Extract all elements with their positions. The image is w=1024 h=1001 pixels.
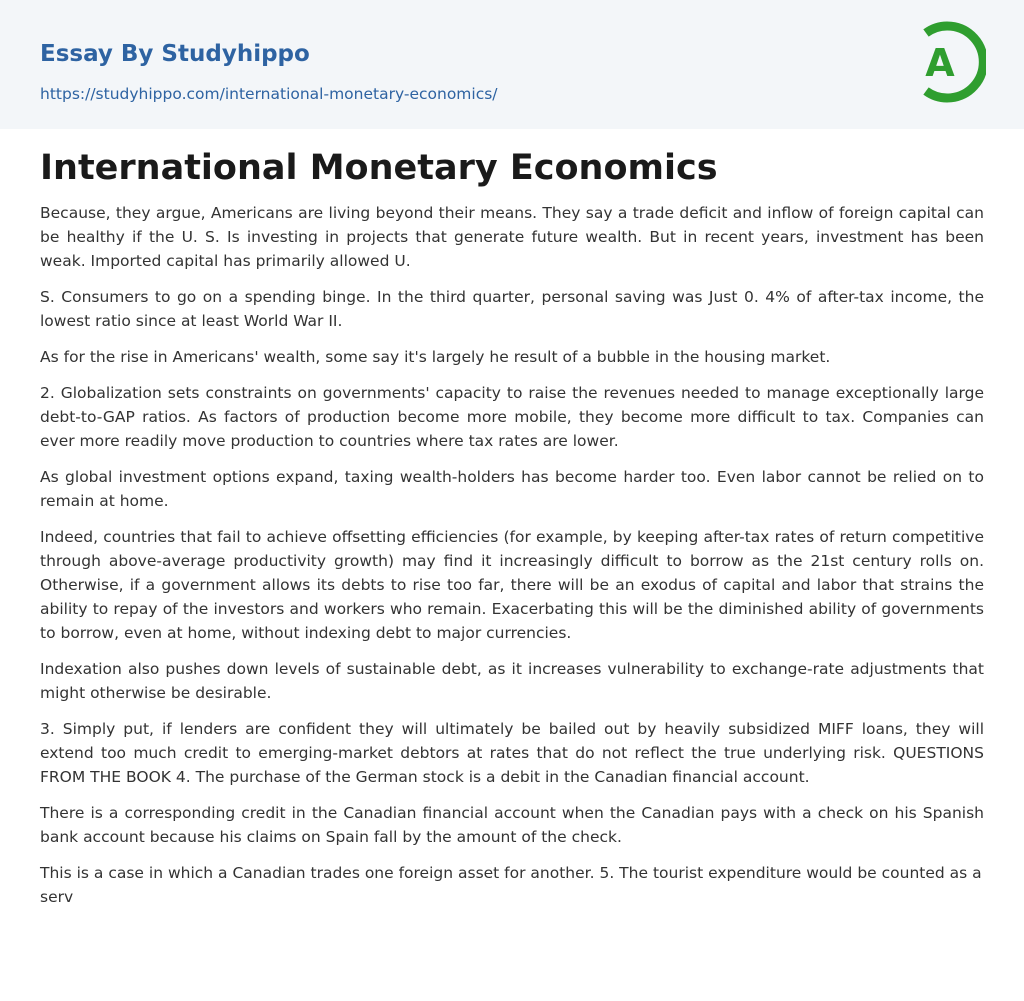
article-title: International Monetary Economics (40, 148, 718, 188)
article-paragraph: 3. Simply put, if lenders are confident they will ultimately be bailed out by heavily subsidized MIFF loans, they will extend too much credit to emerging-market debtors at rates that do not reflect the true underlying risk. QUESTIONS FROM THE BOOK 4. The purchase of the German stock is a debit in the Canadian financial account. (40, 719, 984, 786)
article-paragraph: Because, they argue, Americans are living beyond their means. They say a trade deficit and inflow of foreign capital can be healthy if the U. S. Is investing in projects that generate future wealth. But in recent years, investment has been weak. Imported capital has primarily allowed U. (40, 203, 984, 270)
article-paragraph: S. Consumers to go on a spending binge. In the third quarter, personal saving was Just 0. 4% of after-tax income, the lowest ratio since at least World War II. (40, 287, 984, 330)
article-paragraph: Indeed, countries that fail to achieve offsetting efficiencies (for example, by keeping after-tax rates of return competitive through above-average productivity growth) may find it increasingly difficult to borrow as the 21st century rolls on. Otherwise, if a government allows its debts to rise too far, there will be an exodus of capital and labor that strains the ability to repay of the investors and workers who remain. Exacerbating this will be the diminished ability of governments to borrow, even at home, without indexing debt to major currencies. (40, 527, 984, 642)
article-paragraph: There is a corresponding credit in the Canadian financial account when the Canadian pays with a check on his Spanish bank account because his claims on Spain fall by the amount of the check. (40, 803, 984, 846)
studyhippo-logo-icon[interactable] (912, 19, 986, 105)
article (0, 129, 1024, 909)
article-paragraph: As global investment options expand, taxing wealth-holders has become harder too. Even labor cannot be relied on to remain at home. (40, 467, 984, 510)
article-paragraph: Indexation also pushes down levels of sustainable debt, as it increases vulnerability to exchange-rate adjustments that might otherwise be desirable. (40, 659, 984, 702)
site-header (0, 0, 1024, 129)
logo-letter: A (925, 41, 955, 85)
article-paragraph: As for the rise in Americans' wealth, some say it's largely he result of a bubble in the housing market. (40, 347, 831, 366)
brand-title[interactable]: Essay By Studyhippo (40, 41, 310, 67)
article-paragraph: This is a case in which a Canadian trades one foreign asset for another. 5. The tourist expenditure would be counted as a serv (40, 863, 982, 906)
article-paragraph: 2. Globalization sets constraints on governments' capacity to raise the revenues needed to manage exceptionally large debt-to-GAP ratios. As factors of production become more mobile, they become more difficult to tax. Companies can ever more readily move production to countries where tax rates are lower. (40, 383, 984, 450)
essay-url-link[interactable]: https://studyhippo.com/international-monetary-economics/ (40, 85, 498, 103)
